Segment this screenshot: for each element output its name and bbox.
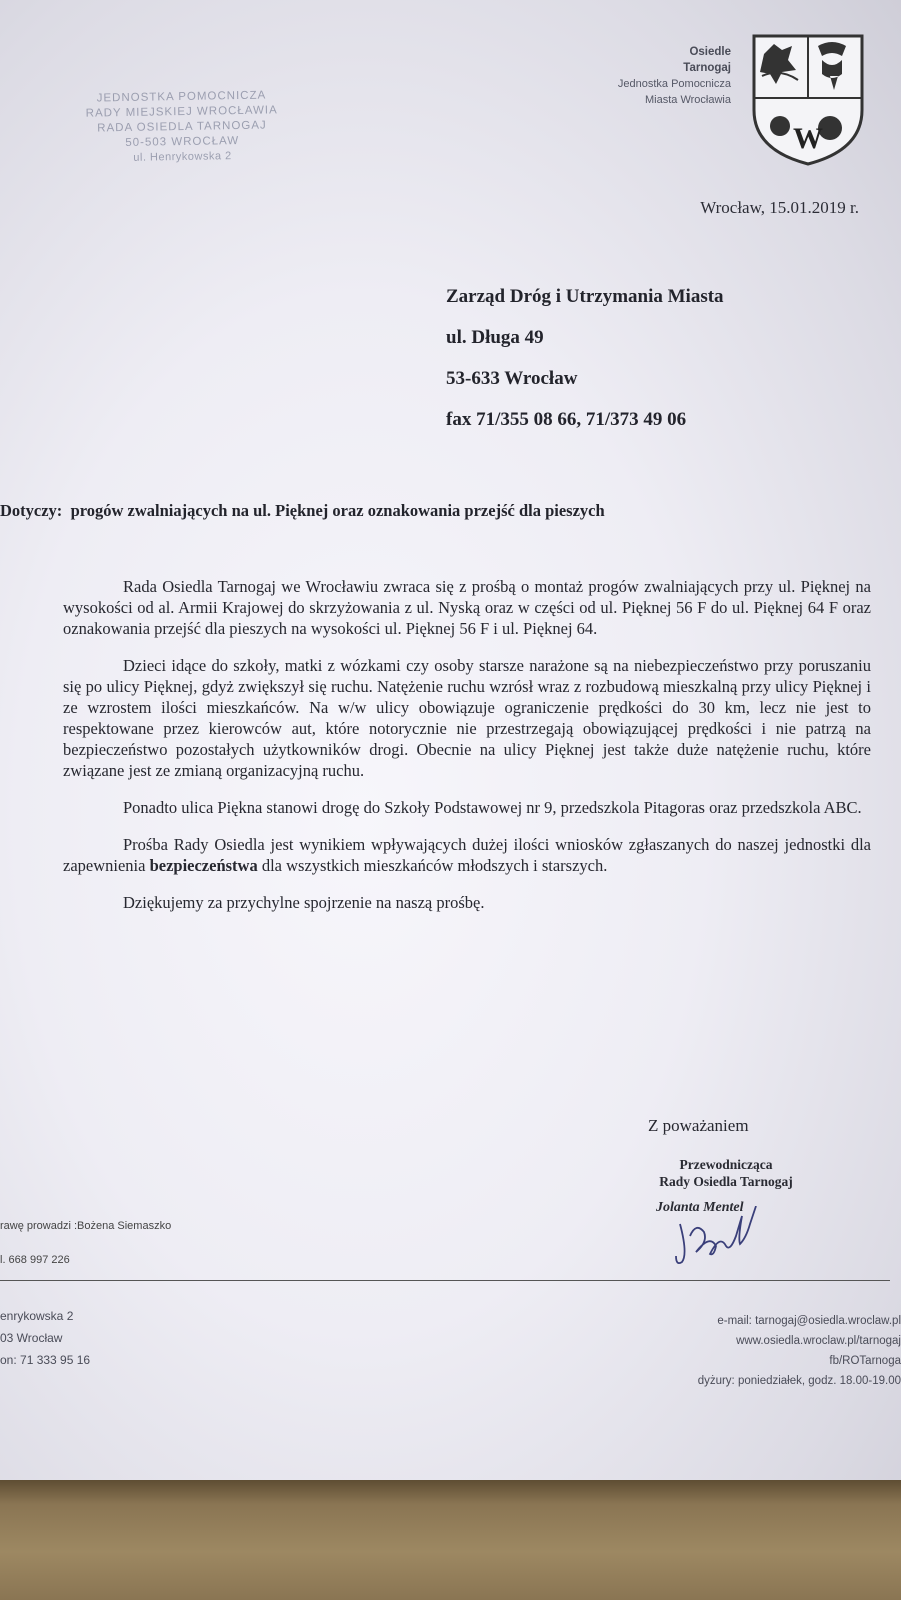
footer-phone: on: 71 333 95 16 — [0, 1353, 91, 1367]
footer-office-hours: dyżury: poniedziałek, godz. 18.00-19.00 — [697, 1375, 901, 1387]
crest-letter: W — [793, 122, 823, 155]
body-paragraph-2: Dzieci idące do szkoły, matki z wózkami czy osoby starsze narażone są na niebezpieczeństwo przy poruszaniu się po ulicy Pięknej, gdyż zwiększył się ruchu. Natężenie ruchu wzrósł wraz z rozbudową mieszkalną przy ulicy Pięknej i ze wzrostem ilości mieszkańców. Na w/w ulicy obowiązuje ograniczenie prędkości do 30 km, lecz nie jest to respektowane przez kierowców aut, które notorycznie nie przestrzegają obowiązującej prędkości i nie patrzą na bezpieczeństwo pozostałych użytkowników drogi. Obecnie na ulicy Pięknej jest także duże natężenie ruchu, które związane jest ze zmianą organizacyjną ruchu. — [63, 656, 871, 780]
signatory-title-2: Rady Osiedla Tarnogaj — [659, 1174, 793, 1189]
footer-contact — [698, 1311, 901, 1391]
footer-email: e-mail: tarnogaj@osiedla.wroclaw.pl — [717, 1315, 901, 1327]
signatory-name: Jolanta Mentel — [656, 1200, 744, 1215]
org-name-2: Tarnogaj — [683, 62, 731, 74]
stamp-line-4: 50-503 WROCŁAW — [125, 135, 240, 149]
footer-facebook: fb/ROTarnoga — [829, 1355, 901, 1367]
footer-address — [0, 1305, 90, 1371]
subject-label: Dotyczy: — [0, 501, 63, 520]
subject-line — [0, 501, 605, 521]
footer-divider — [0, 1280, 890, 1281]
body-p4-emphasis: bezpieczeństwa — [149, 856, 258, 875]
stamp-line-2: RADY MIEJSKIEJ WROCŁAWIA — [85, 104, 278, 120]
body-paragraph-4 — [63, 834, 871, 876]
body-paragraph-1: Rada Osiedla Tarnogaj we Wrocławiu zwraca się z prośbą o montaż progów zwalniających przy ul. Pięknej na wysokości od al. Armii Krajowej do skrzyżowania z ul. Nyską oraz w części od ul. Pięknej 56 F do ul. Pięknej 64 F oraz oznakowania przejść dla pieszych na wysokości ul. Pięknej 56 F i ul. Pięknej 64. — [63, 577, 871, 638]
org-name-1: Osiedle — [689, 46, 731, 58]
subject-text: progów zwalniających na ul. Pięknej oraz oznakowania przejść dla pieszych — [70, 501, 605, 520]
closing-phrase: Z poważaniem — [648, 1116, 749, 1135]
footer-website: www.osiedla.wroclaw.pl/tarnogaj — [736, 1335, 901, 1347]
letterhead-org — [618, 44, 731, 108]
org-sub-1: Jednostka Pomocnicza — [617, 78, 731, 90]
handwritten-signature — [668, 1206, 788, 1268]
stamp-line-1: JEDNOSTKA POMOCNICZA — [96, 89, 267, 105]
desk-surface — [0, 1480, 901, 1600]
office-stamp — [61, 88, 302, 167]
letter-date: Wrocław, 15.01.2019 r. — [700, 198, 859, 217]
footer-city: 03 Wrocław — [0, 1331, 63, 1345]
body-paragraph-5: Dziękujemy za przychylne spojrzenie na naszą prośbę. — [123, 893, 485, 912]
addressee-line-2: ul. Długa 49 — [446, 327, 544, 348]
addressee-line-4: fax 71/355 08 66, 71/373 49 06 — [446, 409, 687, 430]
org-sub-2: Miasta Wrocławia — [645, 94, 731, 106]
letter-body — [63, 576, 871, 929]
addressee-block — [446, 276, 724, 440]
body-paragraph-3: Ponadto ulica Piękna stanowi drogę do Szkoły Podstawowej nr 9, przedszkola Pitagoras oraz przedszkola ABC. — [123, 798, 862, 817]
body-p4-start: Prośba Rady Osiedla jest wynikiem wpływających dużej ilości wniosków zgłaszanych do naszej jednostki dla zapewnienia — [63, 835, 871, 875]
signatory-title-1: Przewodnicząca — [679, 1157, 773, 1172]
footer-street: enrykowska 2 — [0, 1309, 74, 1323]
case-handler-phone: l. 668 997 226 — [0, 1254, 70, 1266]
addressee-line-1: Zarząd Dróg i Utrzymania Miasta — [446, 286, 724, 307]
stamp-line-5: ul. Henrykowska 2 — [133, 150, 232, 164]
addressee-line-3: 53-633 Wrocław — [446, 368, 578, 389]
coat-of-arms-icon — [750, 32, 866, 168]
signatory-title — [626, 1156, 826, 1190]
stamp-line-3: RADA OSIEDLA TARNOGAJ — [97, 119, 267, 135]
body-p4-end: dla wszystkich mieszkańców młodszych i starszych. — [257, 856, 608, 875]
case-handler: rawę prowadzi :Bożena Siemaszko — [0, 1220, 172, 1232]
